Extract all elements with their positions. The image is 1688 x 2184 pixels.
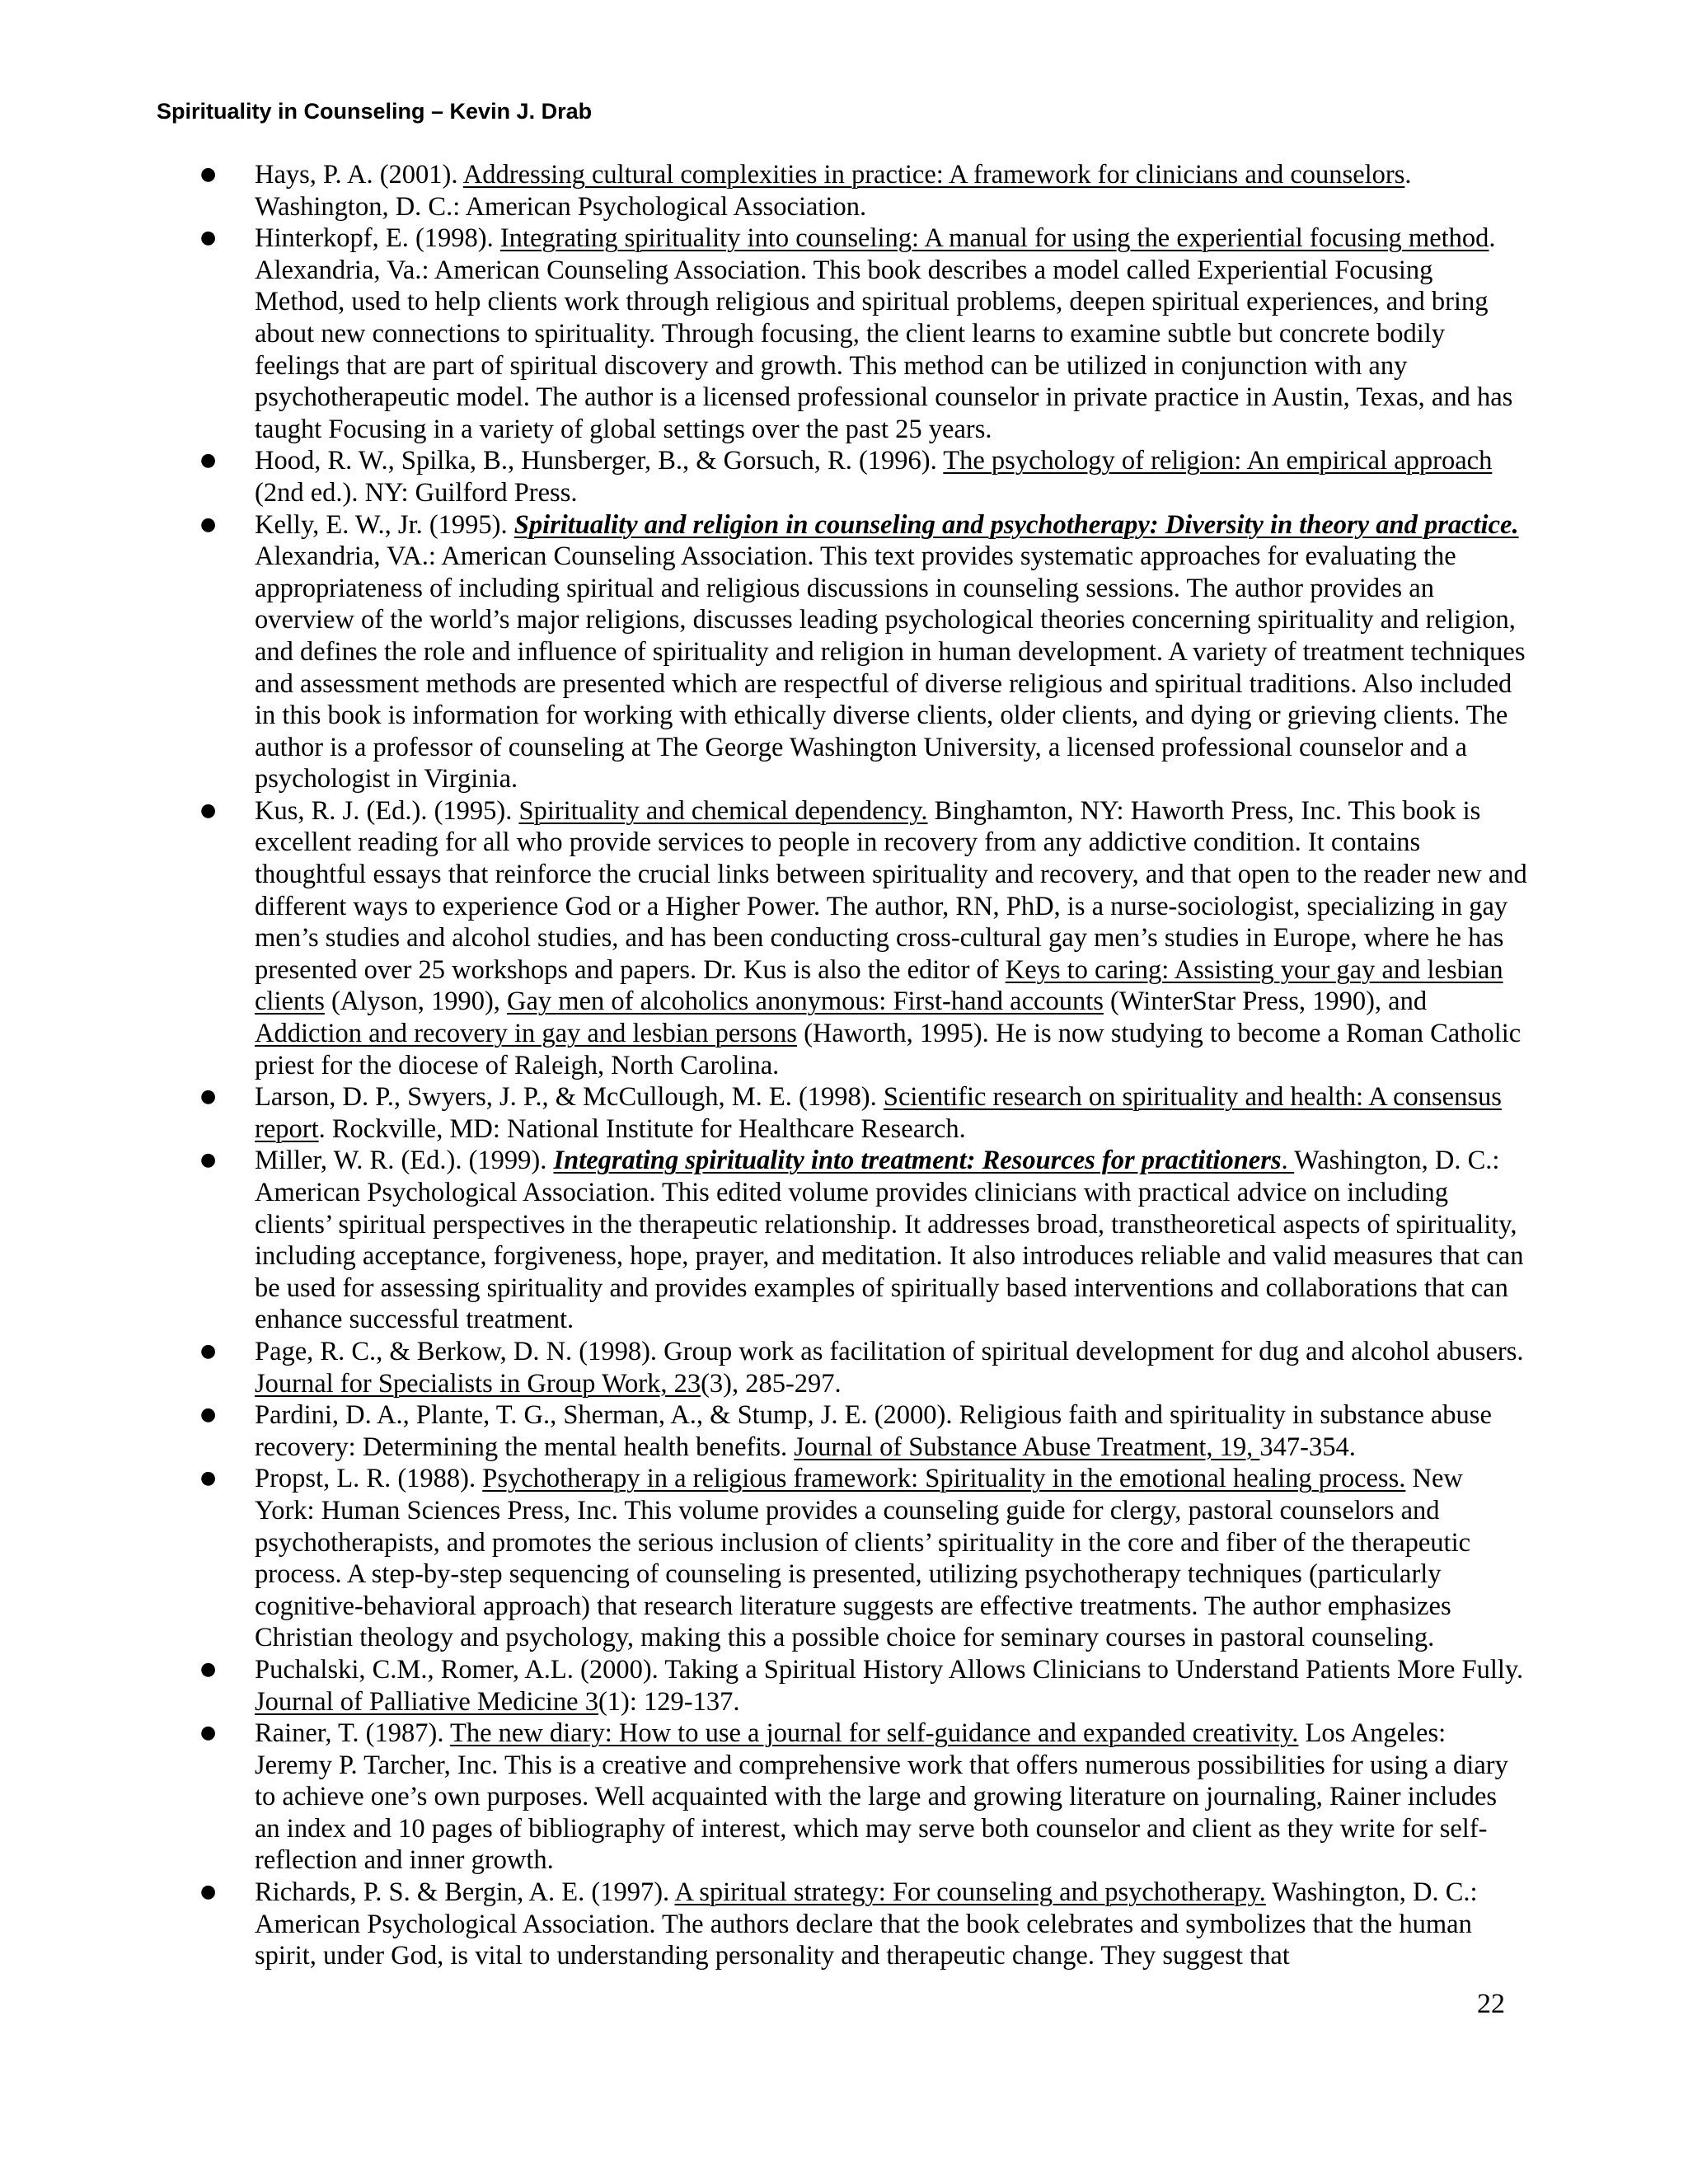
bullet-icon: ● [200,1468,217,1489]
reference-text: (3), 285-297. [701,1368,842,1399]
bullet-icon: ● [200,227,217,249]
reference-text: Los Angeles: Jeremy P. Tarcher, Inc. This is a creative and comprehensive work that offers numerous possibilities for using a diary to achieve one’s own purposes. Well acquainted with the large and growing literature on journaling, Rainer includes an index and 10 pages of bibliography of interest, which may serve both counselor and client as they write for self-reflection and inner growth. [255,1718,1508,1876]
reference-item [200,445,1528,509]
reference-text: (2nd ed.). NY: Guilford Press. [255,477,578,508]
reference-title: Spirituality and chemical dependency. [518,795,928,826]
reference-text: Binghamton, NY: Haworth Press, Inc. This book is excellent reading for all who provide services to people in recovery from any addictive condition. It contains thoughtful essays that reinforce the crucial links between spirituality and recovery, and that open to the reader new and different ways to experience God or a Higher Power. The author, RN, PhD, is a nurse-sociologist, specializing in gay men’s studies and alcohol studies, and has been conducting cross-cultural gay men’s studies in Europe, where he has presented over 25 workshops and papers. Dr. Kus is also the editor of [255,795,1527,985]
reference-text: Kus, R. J. (Ed.). (1995). [255,795,519,826]
bullet-icon: ● [200,1882,217,1903]
reference-text: Pardini, D. A., Plante, T. G., Sherman, A., & Stump, J. E. (2000). Religious faith and spirituality in substance abuse recovery: Determining the mental health benefits. [255,1400,1492,1462]
reference-title: Gay men of alcoholics anonymous: First-hand accounts [507,987,1104,1017]
reference-title: Addressing cultural complexities in practice: A framework for clinicians and counselors [462,160,1405,190]
reference-item [200,1399,1528,1463]
reference-text: Washington, D. C.: American Psychological Association. The authors declare that the book celebrates and symbolizes that the human spirit, under God, is vital to understanding personality and therapeutic change. They suggest that [255,1877,1478,1971]
reference-text: . Washington, D. C.: American Psychological Association. [255,160,1412,222]
reference-item [200,223,1528,445]
reference-item [200,1654,1528,1718]
reference-title: Psychotherapy in a religious framework: Spirituality in the emotional healing process. [482,1464,1406,1494]
reference-item [200,1463,1528,1654]
reference-title: Scientific research on spirituality and health: A consensus report [255,1082,1502,1144]
reference-title: Journal of Substance Abuse Treatment, 19, [794,1432,1260,1462]
bullet-icon: ● [200,513,217,535]
reference-text: Page, R. C., & Berkow, D. N. (1998). Group work as facilitation of spiritual development for dug and alcohol abusers. [255,1336,1524,1366]
bullet-icon: ● [200,164,217,185]
reference-text: Hays, P. A. (2001). [255,160,463,190]
reference-text: Richards, P. S. & Bergin, A. E. (1997). [255,1877,675,1908]
reference-item [200,1336,1528,1399]
reference-text: Miller, W. R. (Ed.). (1999). [255,1146,554,1176]
reference-item [200,795,1528,1081]
reference-title: Keys to caring: Assisting your gay and lesbian clients [255,954,1503,1017]
reference-title: Addiction and recovery in gay and lesbian persons [255,1019,797,1049]
reference-text: (WinterStar Press, 1990), and [1103,987,1428,1017]
bullet-icon: ● [200,1722,217,1744]
page-number: 22 [1477,1989,1505,2019]
bullet-icon: ● [200,1340,217,1361]
reference-title: Journal of Palliative Medicine 3 [255,1686,598,1717]
reference-item [200,159,1528,223]
reference-text: Kelly, E. W., Jr. (1995). [255,509,514,540]
reference-title: Spirituality and religion in counseling and psychotherapy: Diversity in theory and practice. [513,509,1519,540]
reference-item [200,1877,1528,1972]
reference-text: Washington, D. C.: American Psychological Association. This edited volume provides clinicians with practical advice on including clients’ spiritual perspectives in the therapeutic relationship. It addresses broad, transtheoretical aspects of spirituality, including acceptance, forgiveness, hope, prayer, and meditation. It also introduces reliable and valid measures that can be used for assessing spirituality and provides examples of spiritually based interventions and collaborations that can enhance successful treatment. [255,1146,1524,1335]
reference-list [0,159,1688,1972]
reference-title: Integrating spirituality into treatment: Resources for practitioners [553,1146,1282,1176]
reference-item [200,1145,1528,1336]
reference-text: . Rockville, MD: National Institute for Healthcare Research. [318,1113,966,1144]
reference-item [200,1081,1528,1145]
bullet-icon: ● [200,1086,217,1108]
reference-text: Hood, R. W., Spilka, B., Hunsberger, B., & Gorsuch, R. (1996). [255,446,944,476]
reference-text: (Haworth, 1995). He is now studying to become a Roman Catholic priest for the diocese of Raleigh, North Carolina. [255,1019,1522,1080]
bullet-icon: ● [200,799,217,821]
reference-text: . Alexandria, Va.: American Counseling Association. This book describes a model called Experiential Focusing Method, used to help clients work through religious and spiritual problems, deepen spiritual experiences, and bring about new connections to spirituality. Through focusing, the client learns to examine subtle but concrete bodily feelings that are part of spiritual discovery and growth. This method can be utilized in conjunction with any psychotherapeutic model. The author is a licensed professional counselor in private practice in Austin, Texas, and has taught Focusing in a variety of global settings over the past 25 years. [255,223,1513,444]
reference-item [200,1718,1528,1877]
reference-title: . [1281,1146,1295,1176]
reference-title: Integrating spirituality into counseling: A manual for using the experiential focusing method [499,223,1489,254]
reference-item [200,509,1528,795]
reference-text: Puchalski, C.M., Romer, A.L. (2000). Taking a Spiritual History Allows Clinicians to Understand Patients More Fully. [255,1654,1524,1685]
reference-text: New York: Human Sciences Press, Inc. This volume provides a counseling guide for clergy, pastoral counselors and psychotherapists, and promotes the serious inclusion of clients’ spirituality in the core and fiber of the therapeutic process. A step-by-step sequencing of counseling is presented, utilizing psychotherapy techniques (particularly cognitive-behavioral approach) that research literature suggests are effective treatments. The author emphasizes Christian theology and psychology, making this a possible choice for seminary courses in pastoral counseling. [255,1464,1471,1653]
reference-text: Alexandria, VA.: American Counseling Association. This text provides systematic approaches for evaluating the appropriateness of including spiritual and religious discussions in counseling sessions. The author provides an overview of the world’s major religions, discusses leading psychological theories concerning spirituality and religion, and defines the role and influence of spirituality and religion in human development. A variety of treatment techniques and assessment methods are presented which are respectful of diverse religious and spiritual traditions. Also included in this book is information for working with ethically diverse clients, older clients, and dying or grieving clients. The author is a professor of counseling at The George Washington University, a licensed professional counselor and a psychologist in Virginia. [255,541,1526,794]
reference-text: (1): 129-137. [598,1686,740,1717]
bullet-icon: ● [200,1150,217,1171]
reference-text: Larson, D. P., Swyers, J. P., & McCullough, M. E. (1998). [255,1082,884,1113]
reference-text: 347-354. [1259,1432,1356,1462]
reference-title: The new diary: How to use a journal for self-guidance and expanded creativity. [450,1718,1299,1749]
bullet-icon: ● [200,450,217,471]
bullet-icon: ● [200,1658,217,1680]
running-header: Spirituality in Counseling – Kevin J. Drab [157,99,593,124]
reference-title: The psychology of religion: An empirical approach [943,446,1493,476]
reference-text: Rainer, T. (1987). [255,1718,450,1749]
reference-text: Propst, L. R. (1988). [255,1464,483,1494]
reference-title: A spiritual strategy: For counseling and psychotherapy. [674,1877,1266,1908]
reference-text: Hinterkopf, E. (1998). [255,223,500,254]
reference-title: Journal for Specialists in Group Work, 23 [255,1368,701,1399]
bullet-icon: ● [200,1404,217,1426]
reference-text: (Alyson, 1990), [324,987,508,1017]
